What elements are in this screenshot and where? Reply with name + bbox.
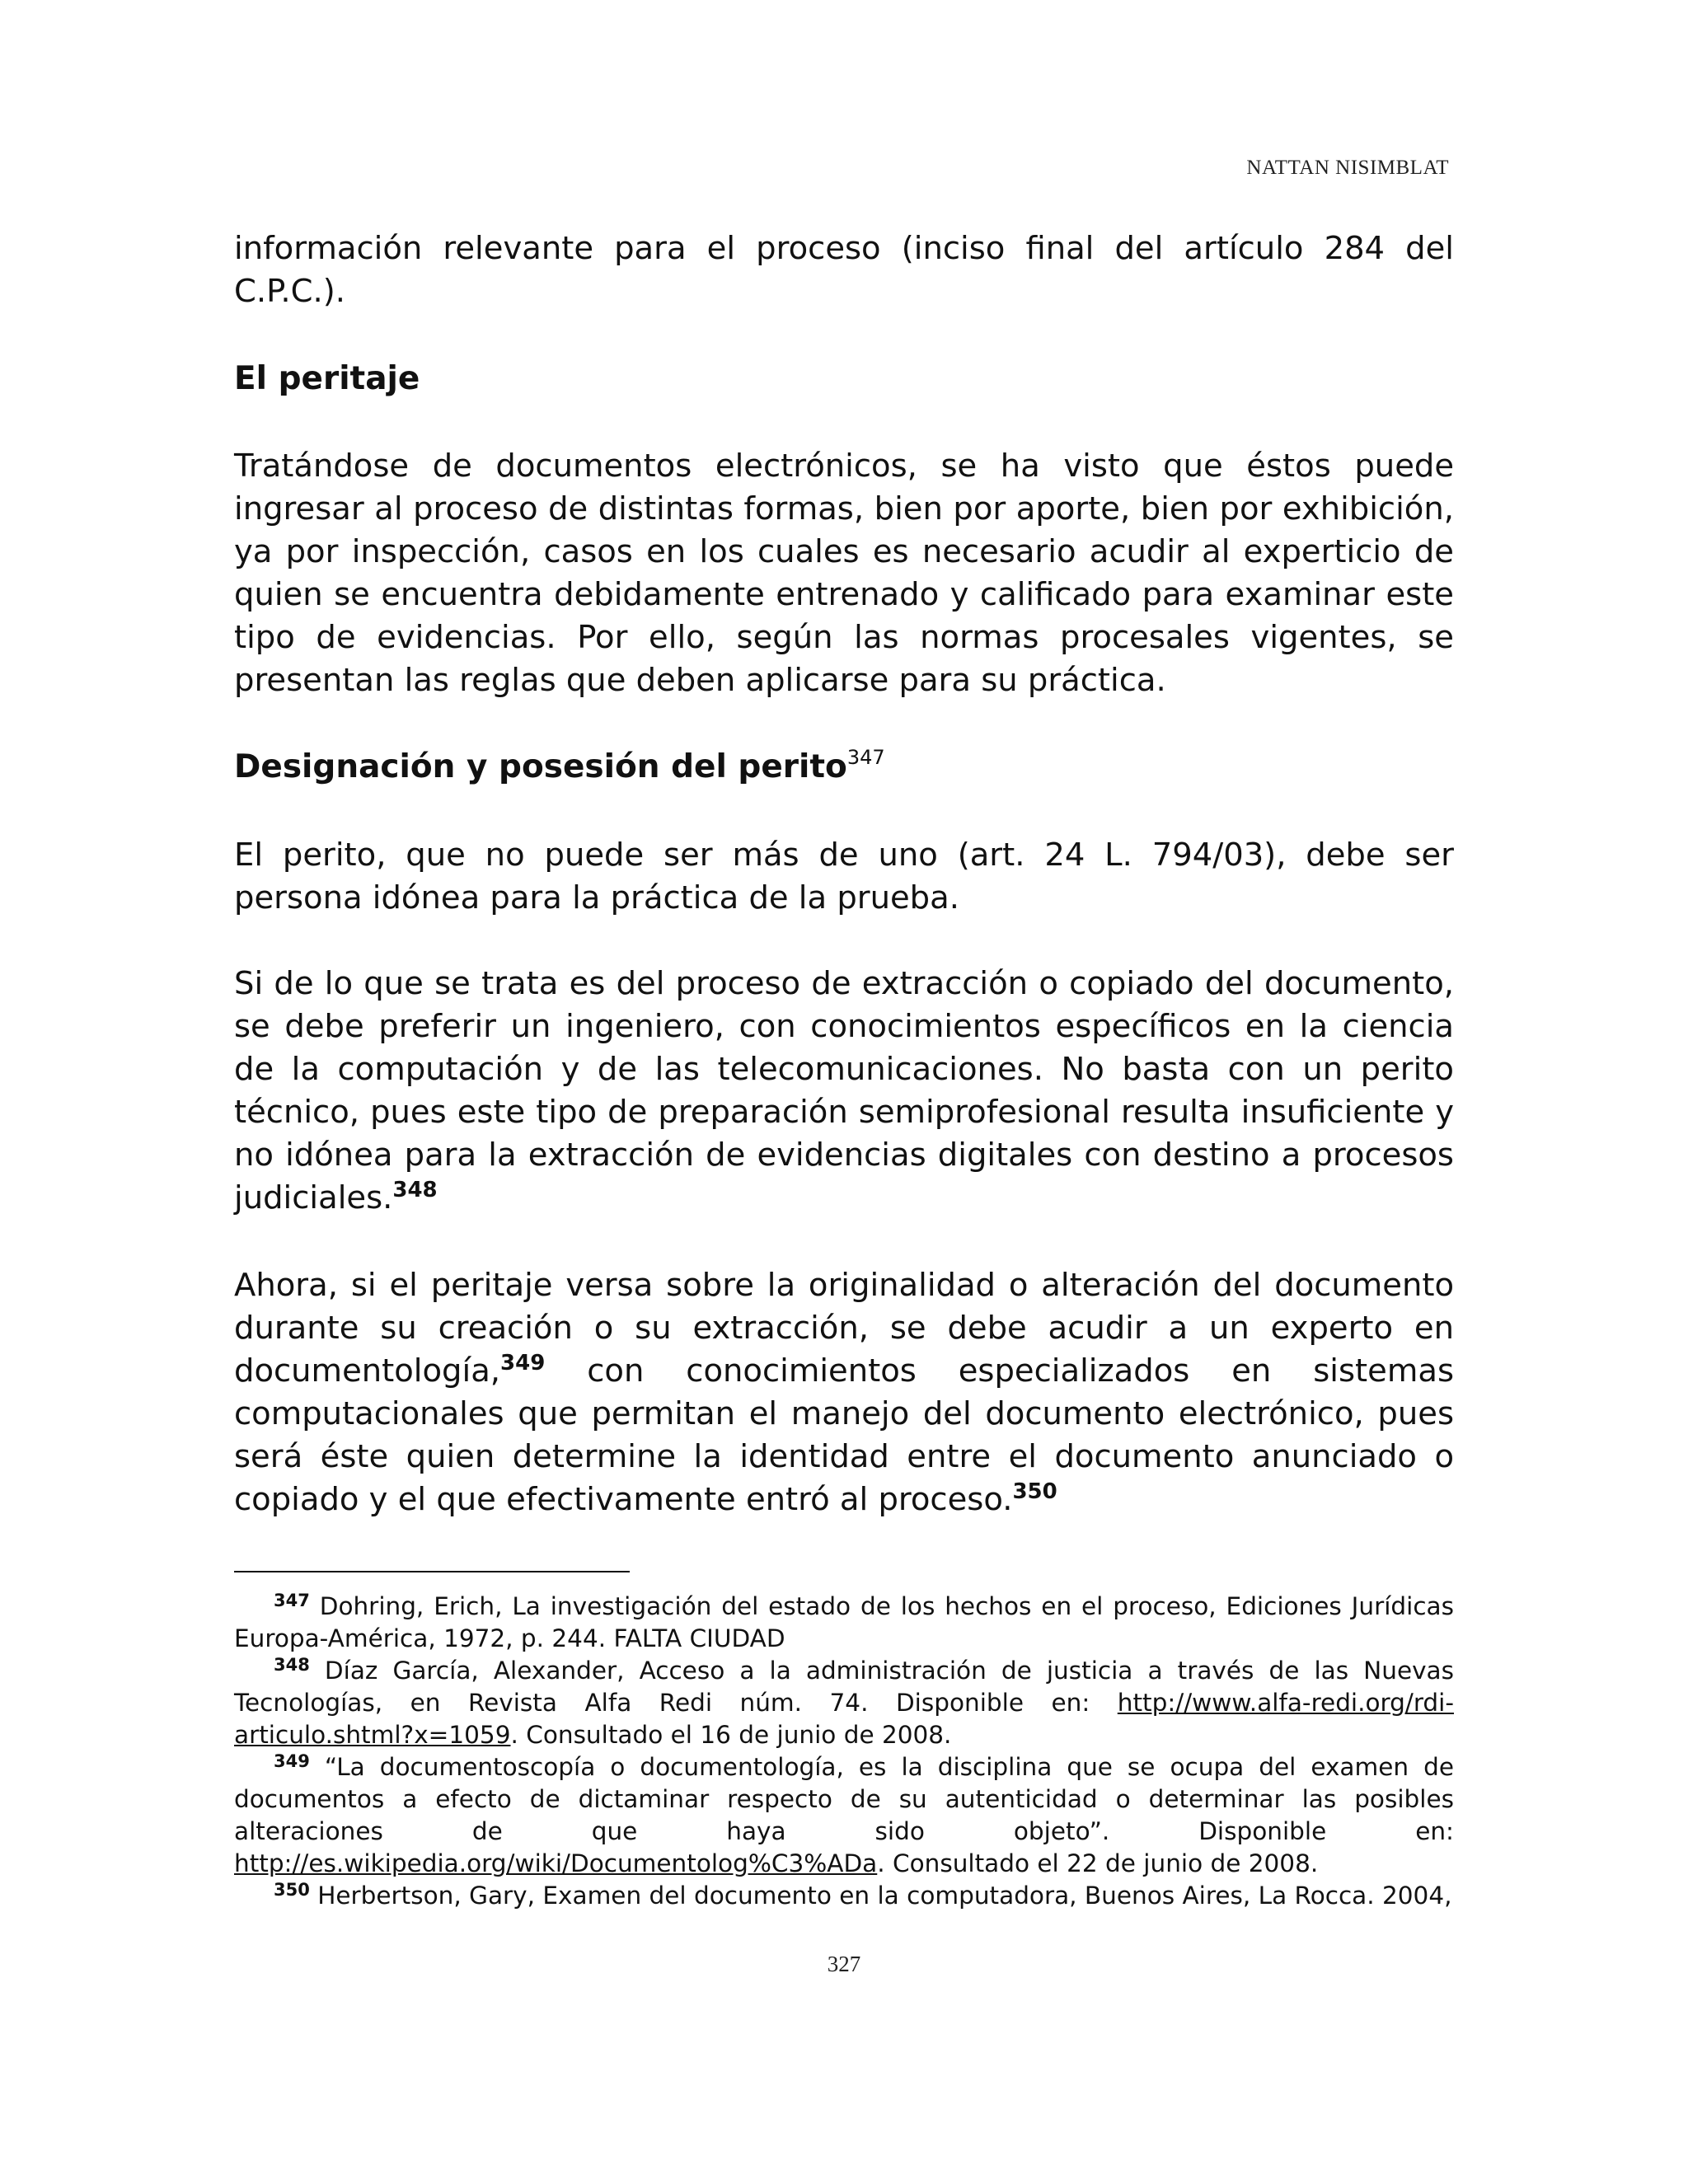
paragraph-text: Si de lo que se trata es del proceso de extracción o copiado del documento, se debe preferir un ingeniero, con conocimientos específicos en la ciencia de la computación y de las telecomunicaciones. No basta con un perito técnico, pues este tipo de preparación semiprofesional resulta insuficiente y no idónea para la extracción de evidencias digitales con destino a procesos judiciales. bbox=[234, 965, 1454, 1216]
footnote-350 bbox=[234, 1880, 1454, 1912]
footnote-text: Herbertson, Gary, Examen del documento en la computadora, Buenos Aires, La Rocca. 2004, bbox=[309, 1882, 1452, 1910]
footnote-text: . Consultado el 16 de junio de 2008. bbox=[510, 1721, 952, 1749]
section-heading-peritaje: El peritaje bbox=[234, 360, 420, 397]
running-header: NATTAN NISIMBLAT bbox=[1246, 157, 1449, 179]
section-heading-designacion bbox=[234, 746, 885, 789]
paragraph-documentos-electronicos: Tratándose de documentos electrónicos, se ha visto que éstos puede ingresar al proceso de distintas formas, bien por aporte, bien por exhibición, ya por inspección, casos en los cuales es necesario acudir al experticio de quien se encuentra debidamente entrenado y calificado para examinar este tipo de evidencias. Por ello, según las normas procesales vigentes, se presentan las reglas que deben aplicarse para su práctica. bbox=[234, 448, 1454, 699]
footnotes bbox=[234, 1591, 1454, 1912]
heading-text: Designación y posesión del perito bbox=[234, 748, 847, 785]
footnote-number: 349 bbox=[274, 1751, 310, 1771]
footnote-reference[interactable]: 349 bbox=[500, 1351, 546, 1376]
paragraph-text: con conocimientos especializados en sistemas computacionales que permitan el manejo del documento electrónico, pues será éste quien determine la identidad entre el documento anunciado o copiado y el que efectivamente entró al proceso. bbox=[234, 1352, 1454, 1518]
paragraph-continuation: información relevante para el proceso (inciso final del artículo 284 del C.P.C.). bbox=[234, 230, 1454, 310]
footnote-text: Dohring, Erich, La investigación del estado de los hechos en el proceso, Ediciones Jurídicas Europa-América, 1972, p. 244. FALTA CIUDAD bbox=[234, 1592, 1454, 1652]
footnote-reference[interactable]: 350 bbox=[1012, 1479, 1057, 1504]
footnote-text: Díaz García, Alexander, Acceso a la administración de justicia a través de las Nuevas Tecnologías, en Revista Alfa Redi núm. 74. Disponible en: bbox=[234, 1657, 1454, 1717]
footnote-number: 348 bbox=[274, 1655, 310, 1675]
page-number: 327 bbox=[827, 1952, 861, 1976]
paragraph-documentologia bbox=[234, 1264, 1454, 1521]
footnote-reference[interactable]: 347 bbox=[846, 746, 885, 769]
footnote-number: 350 bbox=[274, 1880, 310, 1900]
paragraph-ingeniero bbox=[234, 963, 1454, 1220]
footnote-number: 347 bbox=[274, 1591, 310, 1610]
footnote-separator bbox=[234, 1571, 630, 1572]
footnote-347 bbox=[234, 1591, 1454, 1655]
footnote-link[interactable]: http://es.wikipedia.org/wiki/Documentolog%C3%ADa bbox=[234, 1849, 878, 1877]
footnote-348 bbox=[234, 1655, 1454, 1751]
footnote-349 bbox=[234, 1751, 1454, 1880]
footnote-text: . Consultado el 22 de junio de 2008. bbox=[877, 1849, 1319, 1877]
footnote-text: “La documentoscopía o documentología, es la disciplina que se ocupa del examen de documentos a efecto de dictaminar respecto de su autenticidad o determinar las posibles alteraciones de que haya sido objeto”. Disponible en: bbox=[234, 1753, 1454, 1845]
footnote-reference[interactable]: 348 bbox=[392, 1178, 438, 1202]
footnote-link[interactable]: http://www.alfa-redi.org/rdi-articulo.shtml?x=1059 bbox=[234, 1689, 1454, 1749]
paragraph-text: Ahora, si el peritaje versa sobre la originalidad o alteración del documento durante su creación o su extracción, se debe acudir a un experto en documentología, bbox=[234, 1267, 1454, 1390]
paragraph-perito-idoneo: El perito, que no puede ser más de uno (art. 24 L. 794/03), debe ser persona idónea para la práctica de la prueba. bbox=[234, 837, 1454, 916]
